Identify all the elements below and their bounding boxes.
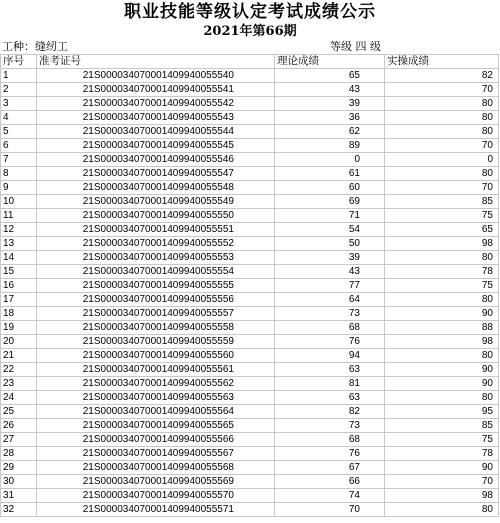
theory-score-cell: 69 — [275, 195, 385, 209]
theory-score-cell: 65 — [275, 69, 385, 83]
theory-score-cell: 64 — [275, 293, 385, 307]
theory-score-cell: 94 — [275, 349, 385, 363]
score-table — [0, 54, 499, 517]
seq-cell: 14 — [1, 251, 37, 265]
theory-score-cell: 54 — [275, 223, 385, 237]
table-row — [1, 391, 499, 405]
seq-cell: 16 — [1, 279, 37, 293]
exam-id-cell: 21S000034070001409940055542 — [37, 97, 275, 111]
table-row — [1, 69, 499, 83]
theory-score-cell: 66 — [275, 475, 385, 489]
exam-id-cell: 21S000034070001409940055569 — [37, 475, 275, 489]
exam-id-cell: 21S000034070001409940055540 — [37, 69, 275, 83]
practical-score-cell: 75 — [385, 433, 499, 447]
theory-score-cell: 0 — [275, 153, 385, 167]
exam-id-cell: 21S000034070001409940055547 — [37, 167, 275, 181]
seq-cell: 7 — [1, 153, 37, 167]
practical-score-cell: 90 — [385, 363, 499, 377]
practical-score-cell: 88 — [385, 321, 499, 335]
practical-score-cell: 80 — [385, 391, 499, 405]
theory-score-cell: 76 — [275, 335, 385, 349]
seq-cell: 15 — [1, 265, 37, 279]
exam-id-cell: 21S000034070001409940055550 — [37, 209, 275, 223]
table-row — [1, 461, 499, 475]
exam-id-cell: 21S000034070001409940055565 — [37, 419, 275, 433]
exam-id-cell: 21S000034070001409940055543 — [37, 111, 275, 125]
table-row — [1, 475, 499, 489]
table-row — [1, 251, 499, 265]
seq-cell: 9 — [1, 181, 37, 195]
table-row — [1, 503, 499, 517]
exam-id-cell: 21S000034070001409940055570 — [37, 489, 275, 503]
exam-id-cell: 21S000034070001409940055548 — [37, 181, 275, 195]
practical-score-cell: 80 — [385, 251, 499, 265]
exam-id-cell: 21S000034070001409940055568 — [37, 461, 275, 475]
theory-score-cell: 71 — [275, 209, 385, 223]
seq-cell: 18 — [1, 307, 37, 321]
exam-id-cell: 21S000034070001409940055558 — [37, 321, 275, 335]
practical-score-cell: 80 — [385, 503, 499, 517]
theory-score-cell: 60 — [275, 181, 385, 195]
seq-cell: 1 — [1, 69, 37, 83]
table-row — [1, 181, 499, 195]
exam-id-cell: 21S000034070001409940055545 — [37, 139, 275, 153]
table-row — [1, 265, 499, 279]
seq-cell: 25 — [1, 405, 37, 419]
exam-id-cell: 21S000034070001409940055546 — [37, 153, 275, 167]
practical-score-cell: 75 — [385, 279, 499, 293]
theory-score-cell: 63 — [275, 391, 385, 405]
theory-score-cell: 70 — [275, 503, 385, 517]
theory-score-cell: 67 — [275, 461, 385, 475]
seq-cell: 24 — [1, 391, 37, 405]
table-row — [1, 83, 499, 97]
exam-id-cell: 21S000034070001409940055561 — [37, 363, 275, 377]
seq-cell: 6 — [1, 139, 37, 153]
theory-score-cell: 77 — [275, 279, 385, 293]
theory-score-cell: 73 — [275, 419, 385, 433]
theory-score-cell: 76 — [275, 447, 385, 461]
practical-score-cell: 80 — [385, 167, 499, 181]
practical-score-cell: 78 — [385, 265, 499, 279]
table-row — [1, 125, 499, 139]
exam-id-cell: 21S000034070001409940055544 — [37, 125, 275, 139]
practical-score-cell: 70 — [385, 181, 499, 195]
practical-score-cell: 0 — [385, 153, 499, 167]
table-row — [1, 307, 499, 321]
seq-cell: 31 — [1, 489, 37, 503]
seq-cell: 3 — [1, 97, 37, 111]
practical-score-cell: 75 — [385, 209, 499, 223]
header-seq: 序号 — [1, 55, 37, 69]
exam-id-cell: 21S000034070001409940055541 — [37, 83, 275, 97]
seq-cell: 11 — [1, 209, 37, 223]
seq-cell: 23 — [1, 377, 37, 391]
practical-score-cell: 80 — [385, 293, 499, 307]
practical-score-cell: 98 — [385, 335, 499, 349]
theory-score-cell: 39 — [275, 97, 385, 111]
exam-id-cell: 21S000034070001409940055560 — [37, 349, 275, 363]
seq-cell: 30 — [1, 475, 37, 489]
theory-score-cell: 73 — [275, 307, 385, 321]
seq-cell: 10 — [1, 195, 37, 209]
exam-id-cell: 21S000034070001409940055559 — [37, 335, 275, 349]
table-row — [1, 237, 499, 251]
seq-cell: 22 — [1, 363, 37, 377]
practical-score-cell: 90 — [385, 377, 499, 391]
theory-score-cell: 63 — [275, 363, 385, 377]
seq-cell: 29 — [1, 461, 37, 475]
exam-id-cell: 21S000034070001409940055571 — [37, 503, 275, 517]
table-row — [1, 447, 499, 461]
seq-cell: 32 — [1, 503, 37, 517]
page-title: 职业技能等级认定考试成绩公示 — [124, 2, 376, 22]
table-row — [1, 139, 499, 153]
practical-score-cell: 80 — [385, 125, 499, 139]
practical-score-cell: 80 — [385, 111, 499, 125]
exam-id-cell: 21S000034070001409940055564 — [37, 405, 275, 419]
theory-score-cell: 36 — [275, 111, 385, 125]
seq-cell: 8 — [1, 167, 37, 181]
theory-score-cell: 89 — [275, 139, 385, 153]
practical-score-cell: 98 — [385, 489, 499, 503]
table-row — [1, 349, 499, 363]
table-row — [1, 405, 499, 419]
practical-score-cell: 98 — [385, 237, 499, 251]
table-row — [1, 489, 499, 503]
practical-score-cell: 65 — [385, 223, 499, 237]
table-row — [1, 321, 499, 335]
exam-id-cell: 21S000034070001409940055555 — [37, 279, 275, 293]
header-practical-score: 实操成绩 — [385, 55, 499, 69]
practical-score-cell: 90 — [385, 461, 499, 475]
practical-score-cell: 70 — [385, 475, 499, 489]
theory-score-cell: 81 — [275, 377, 385, 391]
theory-score-cell: 74 — [275, 489, 385, 503]
header-theory-score: 理论成绩 — [275, 55, 385, 69]
practical-score-cell: 85 — [385, 195, 499, 209]
theory-score-cell: 43 — [275, 83, 385, 97]
exam-id-cell: 21S000034070001409940055556 — [37, 293, 275, 307]
seq-cell: 27 — [1, 433, 37, 447]
seq-cell: 17 — [1, 293, 37, 307]
practical-score-cell: 85 — [385, 419, 499, 433]
table-row — [1, 195, 499, 209]
seq-cell: 13 — [1, 237, 37, 251]
practical-score-cell: 82 — [385, 69, 499, 83]
table-row — [1, 223, 499, 237]
practical-score-cell: 95 — [385, 405, 499, 419]
theory-score-cell: 61 — [275, 167, 385, 181]
table-row — [1, 167, 499, 181]
grade-label: 等级 四 级 — [330, 40, 381, 53]
exam-id-cell: 21S000034070001409940055563 — [37, 391, 275, 405]
table-row — [1, 335, 499, 349]
exam-id-cell: 21S000034070001409940055562 — [37, 377, 275, 391]
trade-label: 工种：缝纫工 — [2, 40, 68, 53]
page-subtitle: 2021年第66期 — [203, 24, 297, 39]
theory-score-cell: 43 — [275, 265, 385, 279]
practical-score-cell: 80 — [385, 97, 499, 111]
header-row — [1, 55, 499, 69]
table-row — [1, 209, 499, 223]
seq-cell: 28 — [1, 447, 37, 461]
exam-id-cell: 21S000034070001409940055553 — [37, 251, 275, 265]
seq-cell: 2 — [1, 83, 37, 97]
practical-score-cell: 80 — [385, 349, 499, 363]
theory-score-cell: 68 — [275, 433, 385, 447]
seq-cell: 26 — [1, 419, 37, 433]
seq-cell: 19 — [1, 321, 37, 335]
table-row — [1, 377, 499, 391]
exam-id-cell: 21S000034070001409940055551 — [37, 223, 275, 237]
table-row — [1, 433, 499, 447]
theory-score-cell: 50 — [275, 237, 385, 251]
table-row — [1, 97, 499, 111]
table-row — [1, 279, 499, 293]
table-row — [1, 293, 499, 307]
theory-score-cell: 68 — [275, 321, 385, 335]
exam-id-cell: 21S000034070001409940055567 — [37, 447, 275, 461]
practical-score-cell: 70 — [385, 83, 499, 97]
theory-score-cell: 39 — [275, 251, 385, 265]
table-row — [1, 363, 499, 377]
practical-score-cell: 70 — [385, 139, 499, 153]
seq-cell: 4 — [1, 111, 37, 125]
exam-id-cell: 21S000034070001409940055554 — [37, 265, 275, 279]
header-exam-id: 准考证号 — [37, 55, 275, 69]
seq-cell: 5 — [1, 125, 37, 139]
practical-score-cell: 78 — [385, 447, 499, 461]
table-row — [1, 153, 499, 167]
table-row — [1, 419, 499, 433]
exam-meta — [0, 40, 500, 54]
seq-cell: 21 — [1, 349, 37, 363]
theory-score-cell: 82 — [275, 405, 385, 419]
seq-cell: 20 — [1, 335, 37, 349]
seq-cell: 12 — [1, 223, 37, 237]
practical-score-cell: 90 — [385, 307, 499, 321]
table-row — [1, 111, 499, 125]
exam-id-cell: 21S000034070001409940055566 — [37, 433, 275, 447]
exam-id-cell: 21S000034070001409940055552 — [37, 237, 275, 251]
theory-score-cell: 62 — [275, 125, 385, 139]
exam-id-cell: 21S000034070001409940055557 — [37, 307, 275, 321]
exam-id-cell: 21S000034070001409940055549 — [37, 195, 275, 209]
